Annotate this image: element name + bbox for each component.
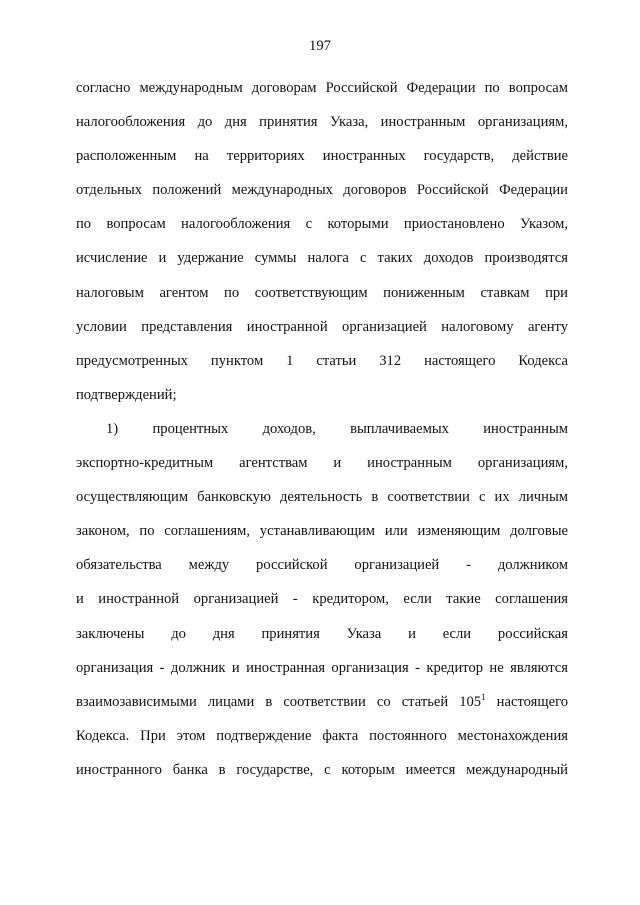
- text-line: законом, по соглашениям, устанавливающим или изменяющим долговые: [76, 523, 568, 540]
- text-line: и иностранной организацией - кредитором, если такие соглашения: [76, 591, 568, 608]
- text-line: предусмотренных пунктом 1 статьи 312 настоящего Кодекса: [76, 352, 568, 369]
- text-segment: настоящего: [485, 693, 568, 710]
- text-line: условии представления иностранной организацией налоговому агенту: [76, 318, 568, 335]
- document-body: [76, 80, 568, 796]
- text-line: налогообложения до дня принятия Указа, иностранным организациям,: [76, 114, 568, 131]
- text-line: расположенным на территориях иностранных государств, действие: [76, 148, 568, 165]
- text-line: налоговым агентом по соответствующим пониженным ставкам при: [76, 284, 568, 301]
- paragraph-2: [76, 421, 568, 796]
- text-line: заключены до дня принятия Указа и если российская: [76, 625, 568, 642]
- text-line: отдельных положений международных договоров Российской Федерации: [76, 182, 568, 199]
- text-line: осуществляющим банковскую деятельность в соответствии с их личным: [76, 489, 568, 506]
- text-line: иностранного банка в государстве, с которым имеется международный: [76, 761, 568, 778]
- text-line: организация - должник и иностранная организация - кредитор не являются: [76, 659, 568, 676]
- text-segment: взаимозависимыми лицами в соответствии со статьей 105: [76, 693, 482, 710]
- text-line: обязательства между российской организацией - должником: [76, 557, 568, 574]
- page-number: 197: [309, 38, 331, 54]
- text-line: 1) процентных доходов, выплачиваемых иностранным: [106, 420, 568, 437]
- text-line: согласно международным договорам Российской Федерации по вопросам: [76, 80, 568, 96]
- text-line: исчисление и удержание суммы налога с таких доходов производятся: [76, 250, 568, 267]
- text-line: подтверждений;: [76, 386, 177, 403]
- text-line: по вопросам налогообложения с которыми приостановлено Указом,: [76, 216, 568, 233]
- text-line: Кодекса. При этом подтверждение факта постоянного местонахождения: [76, 727, 568, 744]
- text-line: экспортно-кредитным агентствам и иностранным организациям,: [76, 455, 568, 472]
- paragraph-1: [76, 80, 568, 421]
- superscript: 1: [481, 691, 486, 702]
- text-line-with-superscript: [76, 691, 568, 728]
